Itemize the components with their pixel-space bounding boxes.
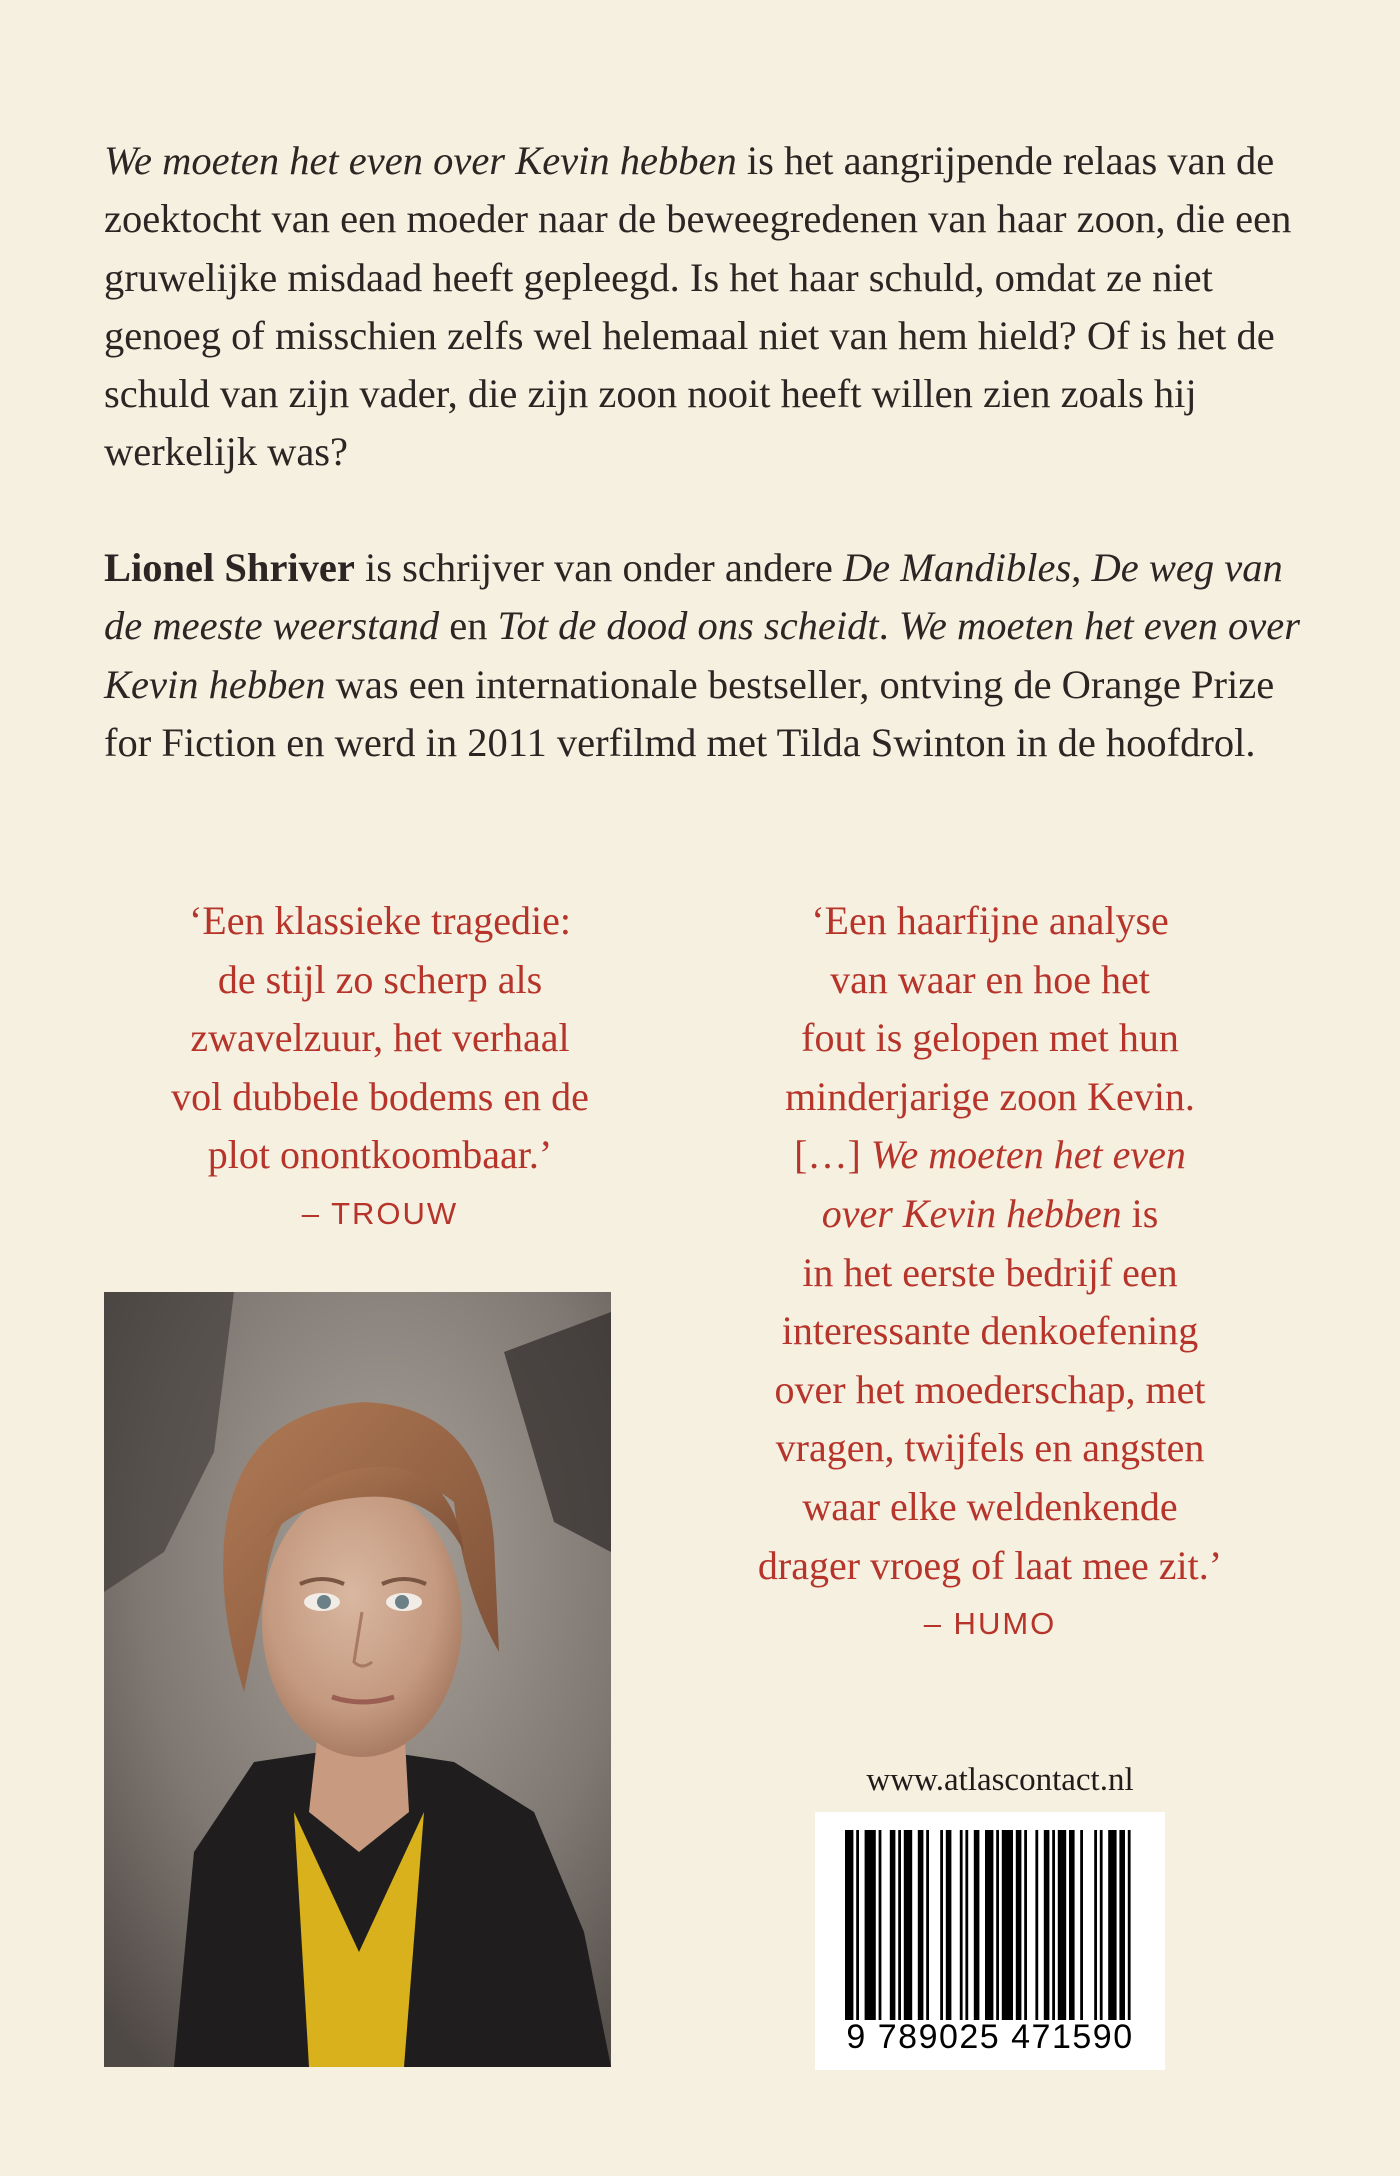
barcode-bar [1058,1830,1066,2020]
blurb-text: is het aangrijpende relaas van de zoektocht van een moeder naar de beweegredenen van haar zoon, die een gruwelijke misdaad heeft gepleegd. Is het haar schuld, omdat ze niet genoeg of misschien zelfs wel helemaal niet van hem hield? Of is het de schuld van zijn vader, die zijn zoon nooit heeft willen zien zoals hij werkelijk was? [104,138,1292,475]
barcode-bar [1052,1830,1055,2020]
quote-text: is [1121,1190,1159,1236]
barcode-bar [1094,1830,1097,2020]
author-bio-paragraph [104,539,1319,772]
barcode-bar [1108,1830,1116,2020]
quote-line: de stijl zo scherp als [217,956,543,1002]
quote-line: zwavelzuur, het verhaal [190,1015,570,1061]
barcode-bar [918,1830,924,2020]
barcode-bar [1035,1830,1038,2020]
barcode-bar [898,1830,901,2020]
barcode-bar [865,1830,876,2020]
bio-text-2: , [1071,545,1092,590]
quote-line: drager vroeg of laat mee zit.’ [757,1542,1223,1588]
quote-line: van waar en hoe het [830,956,1150,1002]
quote-line: plot onontkoombaar.’ [207,1132,553,1178]
barcode-bar [940,1830,943,2020]
publisher-website[interactable]: www.atlascontact.nl [866,1762,1134,1798]
author-photo [104,1292,611,2067]
barcode-bar [904,1830,912,2020]
barcode-bar [1016,1830,1022,2020]
barcode-bar [1128,1830,1131,2020]
barcode-bar [985,1830,993,2020]
quote-ellipsis: […] [794,1132,871,1178]
quote-line: ‘Een klassieke tragedie: [188,898,572,943]
isbn-barcode [815,1812,1165,2070]
barcode-bar [1100,1830,1103,2020]
review-quote-trouw [100,892,660,1243]
quote-line: waar elke weldenkende [802,1483,1178,1529]
barcode-bar [974,1830,980,2020]
barcode-bar [1080,1830,1083,2020]
quote-line: minderjarige zoon Kevin. [785,1073,1195,1119]
blurb-paragraph [104,132,1319,482]
barcode-bar [1024,1830,1027,2020]
isbn-digits: 9 789025 471590 [846,2018,1134,2056]
quote-source-trouw: – TROUW [301,1195,459,1231]
quote-line: fout is gelopen met hun [801,1015,1179,1061]
barcode-bar [1119,1830,1125,2020]
barcode-bar [1002,1830,1013,2020]
barcode-bar [960,1830,963,2020]
bio-text-1: is schrijver van onder andere [354,545,843,590]
barcode-bar [965,1830,968,2020]
barcode-bar [879,1830,882,2020]
quote-book-title-part-1: We moeten het even [870,1132,1186,1178]
quote-line: over het moederschap, met [774,1366,1206,1412]
quote-line: vragen, twijfels en angsten [775,1425,1205,1471]
quote-book-title-part-2: over Kevin hebben [821,1190,1122,1236]
barcode-bar [996,1830,999,2020]
barcode-bar [926,1830,929,2020]
author-name: Lionel Shriver [104,545,355,590]
bio-text-5: was een internationale bestseller, ontving de Orange Prize for Fiction en werd in 2011 verfilmd met Tilda Swinton in de hoofdrol. [104,661,1275,765]
bio-text-3: en [439,603,498,649]
bio-book-title-4: We moeten het even over Kevin hebben [104,603,1300,707]
quote-source-humo: – HUMO [923,1606,1057,1642]
quote-line: interessante denkoefening [781,1308,1199,1354]
quote-line: ‘Een haarfijne analyse [811,898,1169,943]
barcode-bar [1044,1830,1050,2020]
barcode-bar [946,1830,952,2020]
bio-book-title-3: Tot de dood ons scheidt [497,603,879,649]
bio-book-title-1: De Mandibles [842,545,1072,590]
bio-book-title-2: De weg van de meeste weerstand [104,545,1283,649]
barcode-bar [845,1830,853,2020]
bio-text-4: . [878,603,899,649]
quote-line [700,1126,1280,1185]
barcode-bar [890,1830,896,2020]
quote-line: vol dubbele bodems en de [171,1073,589,1119]
review-quote-humo [700,892,1280,1653]
quote-line [700,1185,1280,1244]
barcode-bar [856,1830,859,2020]
barcode-bar [1069,1830,1075,2020]
quote-line: in het eerste bedrijf een [802,1249,1178,1295]
blurb-title: We moeten het even over Kevin hebben [104,138,737,183]
